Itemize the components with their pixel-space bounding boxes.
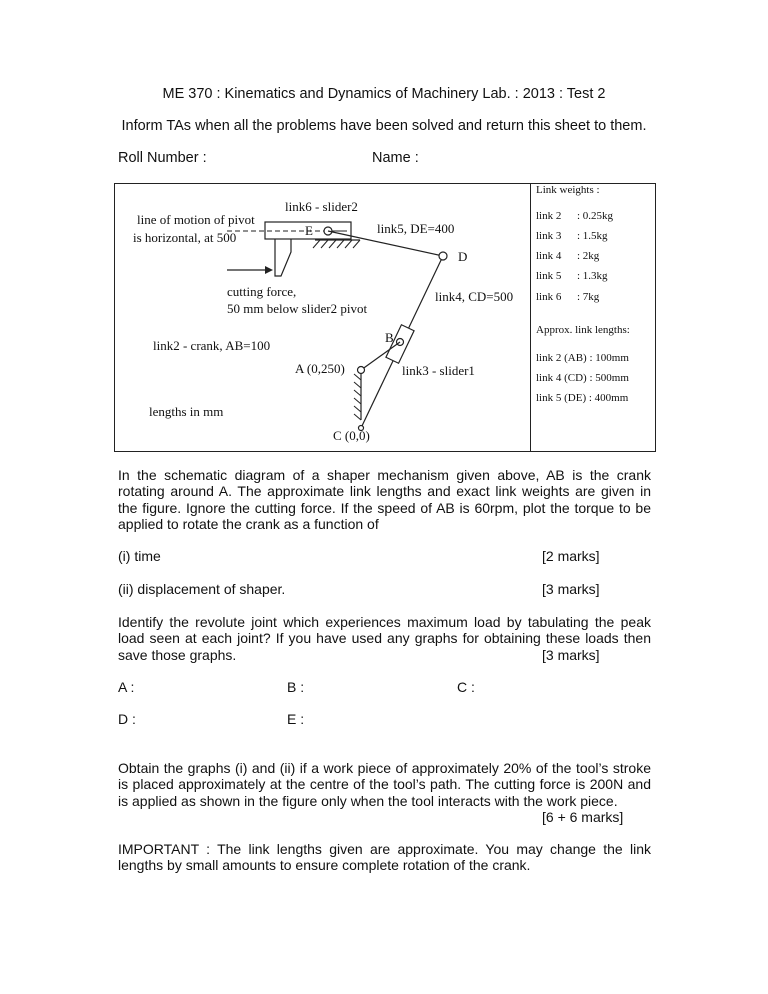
roll-number-label: Roll Number : (118, 150, 207, 166)
weight-link6-value: : 7kg (577, 291, 600, 303)
weight-link3-value: : 1.5kg (577, 230, 608, 242)
length-link5: link 5 (DE) : 400mm (536, 392, 629, 404)
label-e: E (305, 223, 313, 238)
joint-d (439, 252, 447, 260)
page-title: ME 370 : Kinematics and Dynamics of Machinery Lab. : 2013 : Test 2 (162, 86, 606, 102)
label-crank: link2 - crank, AB=100 (153, 338, 271, 353)
ground-a-hatch (354, 374, 361, 420)
joint-question-marks: [3 marks] (542, 647, 600, 663)
mechanism-figure (114, 183, 656, 452)
link-info-panel (530, 184, 657, 451)
length-link2: link 2 (AB) : 100mm (536, 352, 629, 364)
label-link5: link5, DE=400 (377, 221, 455, 236)
workpiece-question-marks: [6 + 6 marks] (542, 809, 624, 825)
shaper-mechanism-diagram (115, 184, 530, 451)
label-a: A (0,250) (295, 361, 345, 376)
weight-link2-name: link 2 (536, 210, 562, 222)
item-displacement: (ii) displacement of shaper. (118, 581, 286, 597)
label-line-motion-1: line of motion of pivot (137, 212, 255, 227)
joint-a-answer: A : (118, 679, 135, 695)
label-line-motion-2: is horizontal, at 500 (133, 230, 237, 245)
label-c: C (0,0) (333, 428, 370, 443)
label-d: D (458, 249, 468, 264)
weight-link6-name: link 6 (536, 291, 562, 303)
label-slider2: link6 - slider2 (285, 199, 358, 214)
label-b: B (385, 330, 394, 345)
item-displacement-marks: [3 marks] (542, 581, 600, 597)
weight-link4-name: link 4 (536, 250, 562, 262)
joint-question: Identify the revolute joint which experiences maximum load by tabulating the peak load seen at each joint? If you have used any graphs for obtaining these loads then save those graphs. (118, 614, 651, 663)
lengths-title: Approx. link lengths: (536, 324, 630, 336)
label-lengths: lengths in mm (149, 404, 224, 419)
joint-e-answer: E : (287, 711, 305, 727)
item-time: (i) time (118, 548, 161, 564)
cutting-force-arrowhead (265, 266, 273, 274)
weight-link5-value: : 1.3kg (577, 270, 608, 282)
intro-paragraph: In the schematic diagram of a shaper mechanism given above, AB is the crank rotating around A. The approximate link lengths and exact link weights are given in the figure. Ignore the cutting force. If the speed of AB is 60rpm, plot the torque to be applied to rotate the crank as a function of (118, 467, 651, 532)
weight-link2-value: : 0.25kg (577, 210, 614, 222)
joint-c-answer: C : (457, 679, 475, 695)
weight-link4-value: : 2kg (577, 250, 600, 262)
weight-link5-name: link 5 (536, 270, 562, 282)
name-label: Name : (372, 150, 419, 166)
joint-b-answer: B : (287, 679, 305, 695)
length-link4: link 4 (CD) : 500mm (536, 372, 629, 384)
instructions: Inform TAs when all the problems have been solved and return this sheet to them. (121, 118, 647, 134)
label-link3: link3 - slider1 (402, 363, 475, 378)
important-note: IMPORTANT : The link lengths given are approximate. You may change the link lengths by small amounts to ensure complete rotation of the crank. (118, 841, 651, 874)
item-time-marks: [2 marks] (542, 548, 600, 564)
slider-ground-hatch (313, 240, 360, 248)
weight-link3-name: link 3 (536, 230, 562, 242)
label-cutting-2: 50 mm below slider2 pivot (227, 301, 368, 316)
label-cutting-1: cutting force, (227, 284, 297, 299)
shaper-tool (275, 239, 291, 276)
label-link4: link4, CD=500 (435, 289, 514, 304)
joint-a (358, 367, 365, 374)
weights-title: Link weights : (536, 184, 600, 196)
joint-d-answer: D : (118, 711, 136, 727)
workpiece-question: Obtain the graphs (i) and (ii) if a work piece of approximately 20% of the tool’s stroke is placed approximately at the centre of the tool’s path. The cutting force is 200N and is applied as shown in the figure only when the tool interacts with the work piece. (118, 760, 651, 809)
